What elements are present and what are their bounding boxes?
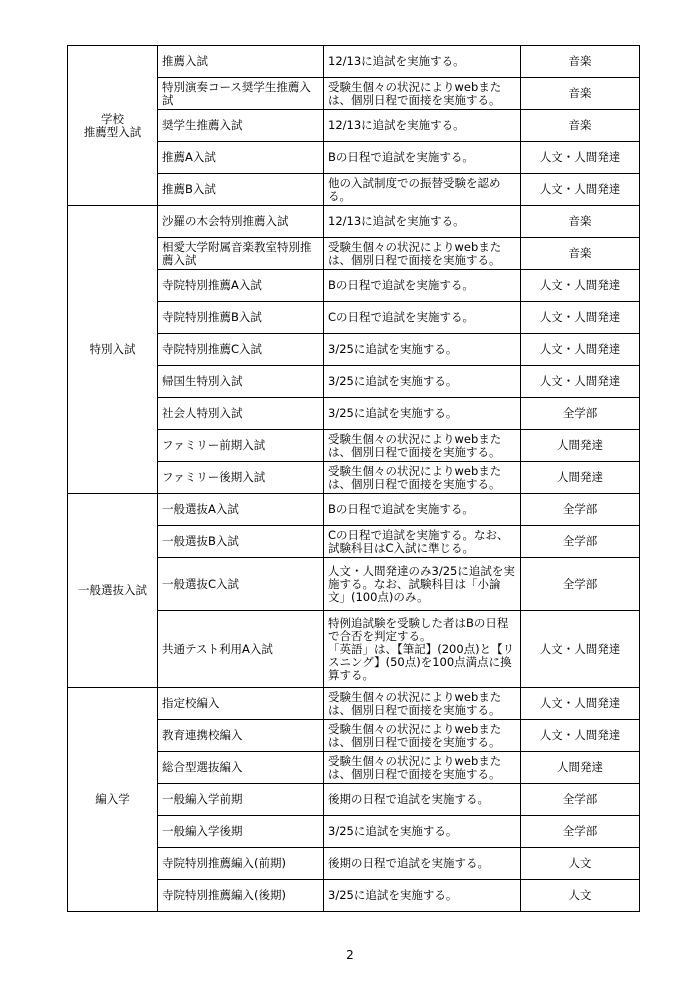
note-cell: 後期の日程で追試を実施する。 [324, 784, 521, 816]
note-cell: Cの日程で追試を実施する。 [324, 302, 521, 334]
exam-name-cell: 沙羅の木会特別推薦入試 [158, 206, 324, 238]
note-cell: Cの日程で追試を実施する。なお、試験科目はC入試に準じる。 [324, 526, 521, 558]
table-row [68, 46, 640, 78]
department-cell: 人文・人間発達 [521, 270, 640, 302]
department-cell: 音楽 [521, 78, 640, 110]
note-cell: 人文・人間発達のみ3/25に追試を実施する。なお、試験科目は「小論文」(100点)のみ。 [324, 558, 521, 611]
exam-name-cell: ファミリー後期入試 [158, 462, 324, 494]
note-cell: 3/25に追試を実施する。 [324, 398, 521, 430]
department-cell: 全学部 [521, 784, 640, 816]
department-cell: 全学部 [521, 494, 640, 526]
category-cell: 特別入試 [68, 206, 158, 494]
note-cell: 受験生個々の状況によりwebまたは、個別日程で面接を実施する。 [324, 462, 521, 494]
exam-name-cell: 寺院特別推薦A入試 [158, 270, 324, 302]
note-cell: 受験生個々の状況によりwebまたは、個別日程で面接を実施する。 [324, 752, 521, 784]
exam-name-cell: 奨学生推薦入試 [158, 110, 324, 142]
exam-name-cell: 寺院特別推薦B入試 [158, 302, 324, 334]
category-cell: 一般選抜入試 [68, 494, 158, 688]
category-cell: 編入学 [68, 688, 158, 912]
table-row [68, 688, 640, 720]
department-cell: 全学部 [521, 816, 640, 848]
note-cell: 3/25に追試を実施する。 [324, 880, 521, 912]
exam-name-cell: 社会人特別入試 [158, 398, 324, 430]
exam-name-cell: 一般編入学後期 [158, 816, 324, 848]
category-cell: 学校 推薦型入試 [68, 46, 158, 206]
department-cell: 音楽 [521, 206, 640, 238]
exam-name-cell: 特別演奏コース奨学生推薦入試 [158, 78, 324, 110]
table-row [68, 206, 640, 238]
note-cell: Bの日程で追試を実施する。 [324, 270, 521, 302]
note-cell: 3/25に追試を実施する。 [324, 366, 521, 398]
page-number: 2 [346, 948, 354, 962]
department-cell: 人文 [521, 848, 640, 880]
note-cell: 特例追試験を受験した者はBの日程で合否を判定する。 「英語」は、【筆記】(200点)と【リスニング】(50点)を100点満点に換算する。 [324, 611, 521, 688]
note-cell: 他の入試制度での振替受験を認める。 [324, 174, 521, 206]
exam-name-cell: 寺院特別推薦C入試 [158, 334, 324, 366]
exam-name-cell: 寺院特別推薦編入(前期) [158, 848, 324, 880]
department-cell: 全学部 [521, 398, 640, 430]
exam-name-cell: 一般選抜A入試 [158, 494, 324, 526]
exam-name-cell: 推薦B入試 [158, 174, 324, 206]
exam-name-cell: 教育連携校編入 [158, 720, 324, 752]
note-cell: Bの日程で追試を実施する。 [324, 494, 521, 526]
exam-name-cell: ファミリー前期入試 [158, 430, 324, 462]
department-cell: 人間発達 [521, 430, 640, 462]
note-cell: 12/13に追試を実施する。 [324, 206, 521, 238]
department-cell: 人間発達 [521, 462, 640, 494]
note-cell: 受験生個々の状況によりwebまたは、個別日程で面接を実施する。 [324, 78, 521, 110]
exam-name-cell: 一般選抜B入試 [158, 526, 324, 558]
department-cell: 人文・人間発達 [521, 720, 640, 752]
exam-table [67, 45, 640, 912]
exam-name-cell: 一般編入学前期 [158, 784, 324, 816]
department-cell: 全学部 [521, 526, 640, 558]
department-cell: 人文・人間発達 [521, 611, 640, 688]
exam-name-cell: 総合型選抜編入 [158, 752, 324, 784]
exam-name-cell: 一般選抜C入試 [158, 558, 324, 611]
note-cell: 受験生個々の状況によりwebまたは、個別日程で面接を実施する。 [324, 720, 521, 752]
department-cell: 人文・人間発達 [521, 334, 640, 366]
department-cell: 音楽 [521, 46, 640, 78]
department-cell: 音楽 [521, 238, 640, 270]
exam-name-cell: 相愛大学附属音楽教室特別推薦入試 [158, 238, 324, 270]
note-cell: 受験生個々の状況によりwebまたは、個別日程で面接を実施する。 [324, 688, 521, 720]
department-cell: 全学部 [521, 558, 640, 611]
department-cell: 人文・人間発達 [521, 174, 640, 206]
note-cell: 12/13に追試を実施する。 [324, 46, 521, 78]
note-cell: Bの日程で追試を実施する。 [324, 142, 521, 174]
department-cell: 人文・人間発達 [521, 688, 640, 720]
note-cell: 3/25に追試を実施する。 [324, 334, 521, 366]
note-cell: 3/25に追試を実施する。 [324, 816, 521, 848]
department-cell: 人間発達 [521, 752, 640, 784]
table-row [68, 494, 640, 526]
note-cell: 後期の日程で追試を実施する。 [324, 848, 521, 880]
note-cell: 受験生個々の状況によりwebまたは、個別日程で面接を実施する。 [324, 238, 521, 270]
exam-name-cell: 指定校編入 [158, 688, 324, 720]
department-cell: 人文 [521, 880, 640, 912]
exam-name-cell: 共通テスト利用A入試 [158, 611, 324, 688]
exam-name-cell: 推薦入試 [158, 46, 324, 78]
note-cell: 12/13に追試を実施する。 [324, 110, 521, 142]
exam-name-cell: 寺院特別推薦編入(後期) [158, 880, 324, 912]
department-cell: 人文・人間発達 [521, 366, 640, 398]
department-cell: 人文・人間発達 [521, 302, 640, 334]
exam-name-cell: 帰国生特別入試 [158, 366, 324, 398]
department-cell: 人文・人間発達 [521, 142, 640, 174]
exam-name-cell: 推薦A入試 [158, 142, 324, 174]
note-cell: 受験生個々の状況によりwebまたは、個別日程で面接を実施する。 [324, 430, 521, 462]
department-cell: 音楽 [521, 110, 640, 142]
